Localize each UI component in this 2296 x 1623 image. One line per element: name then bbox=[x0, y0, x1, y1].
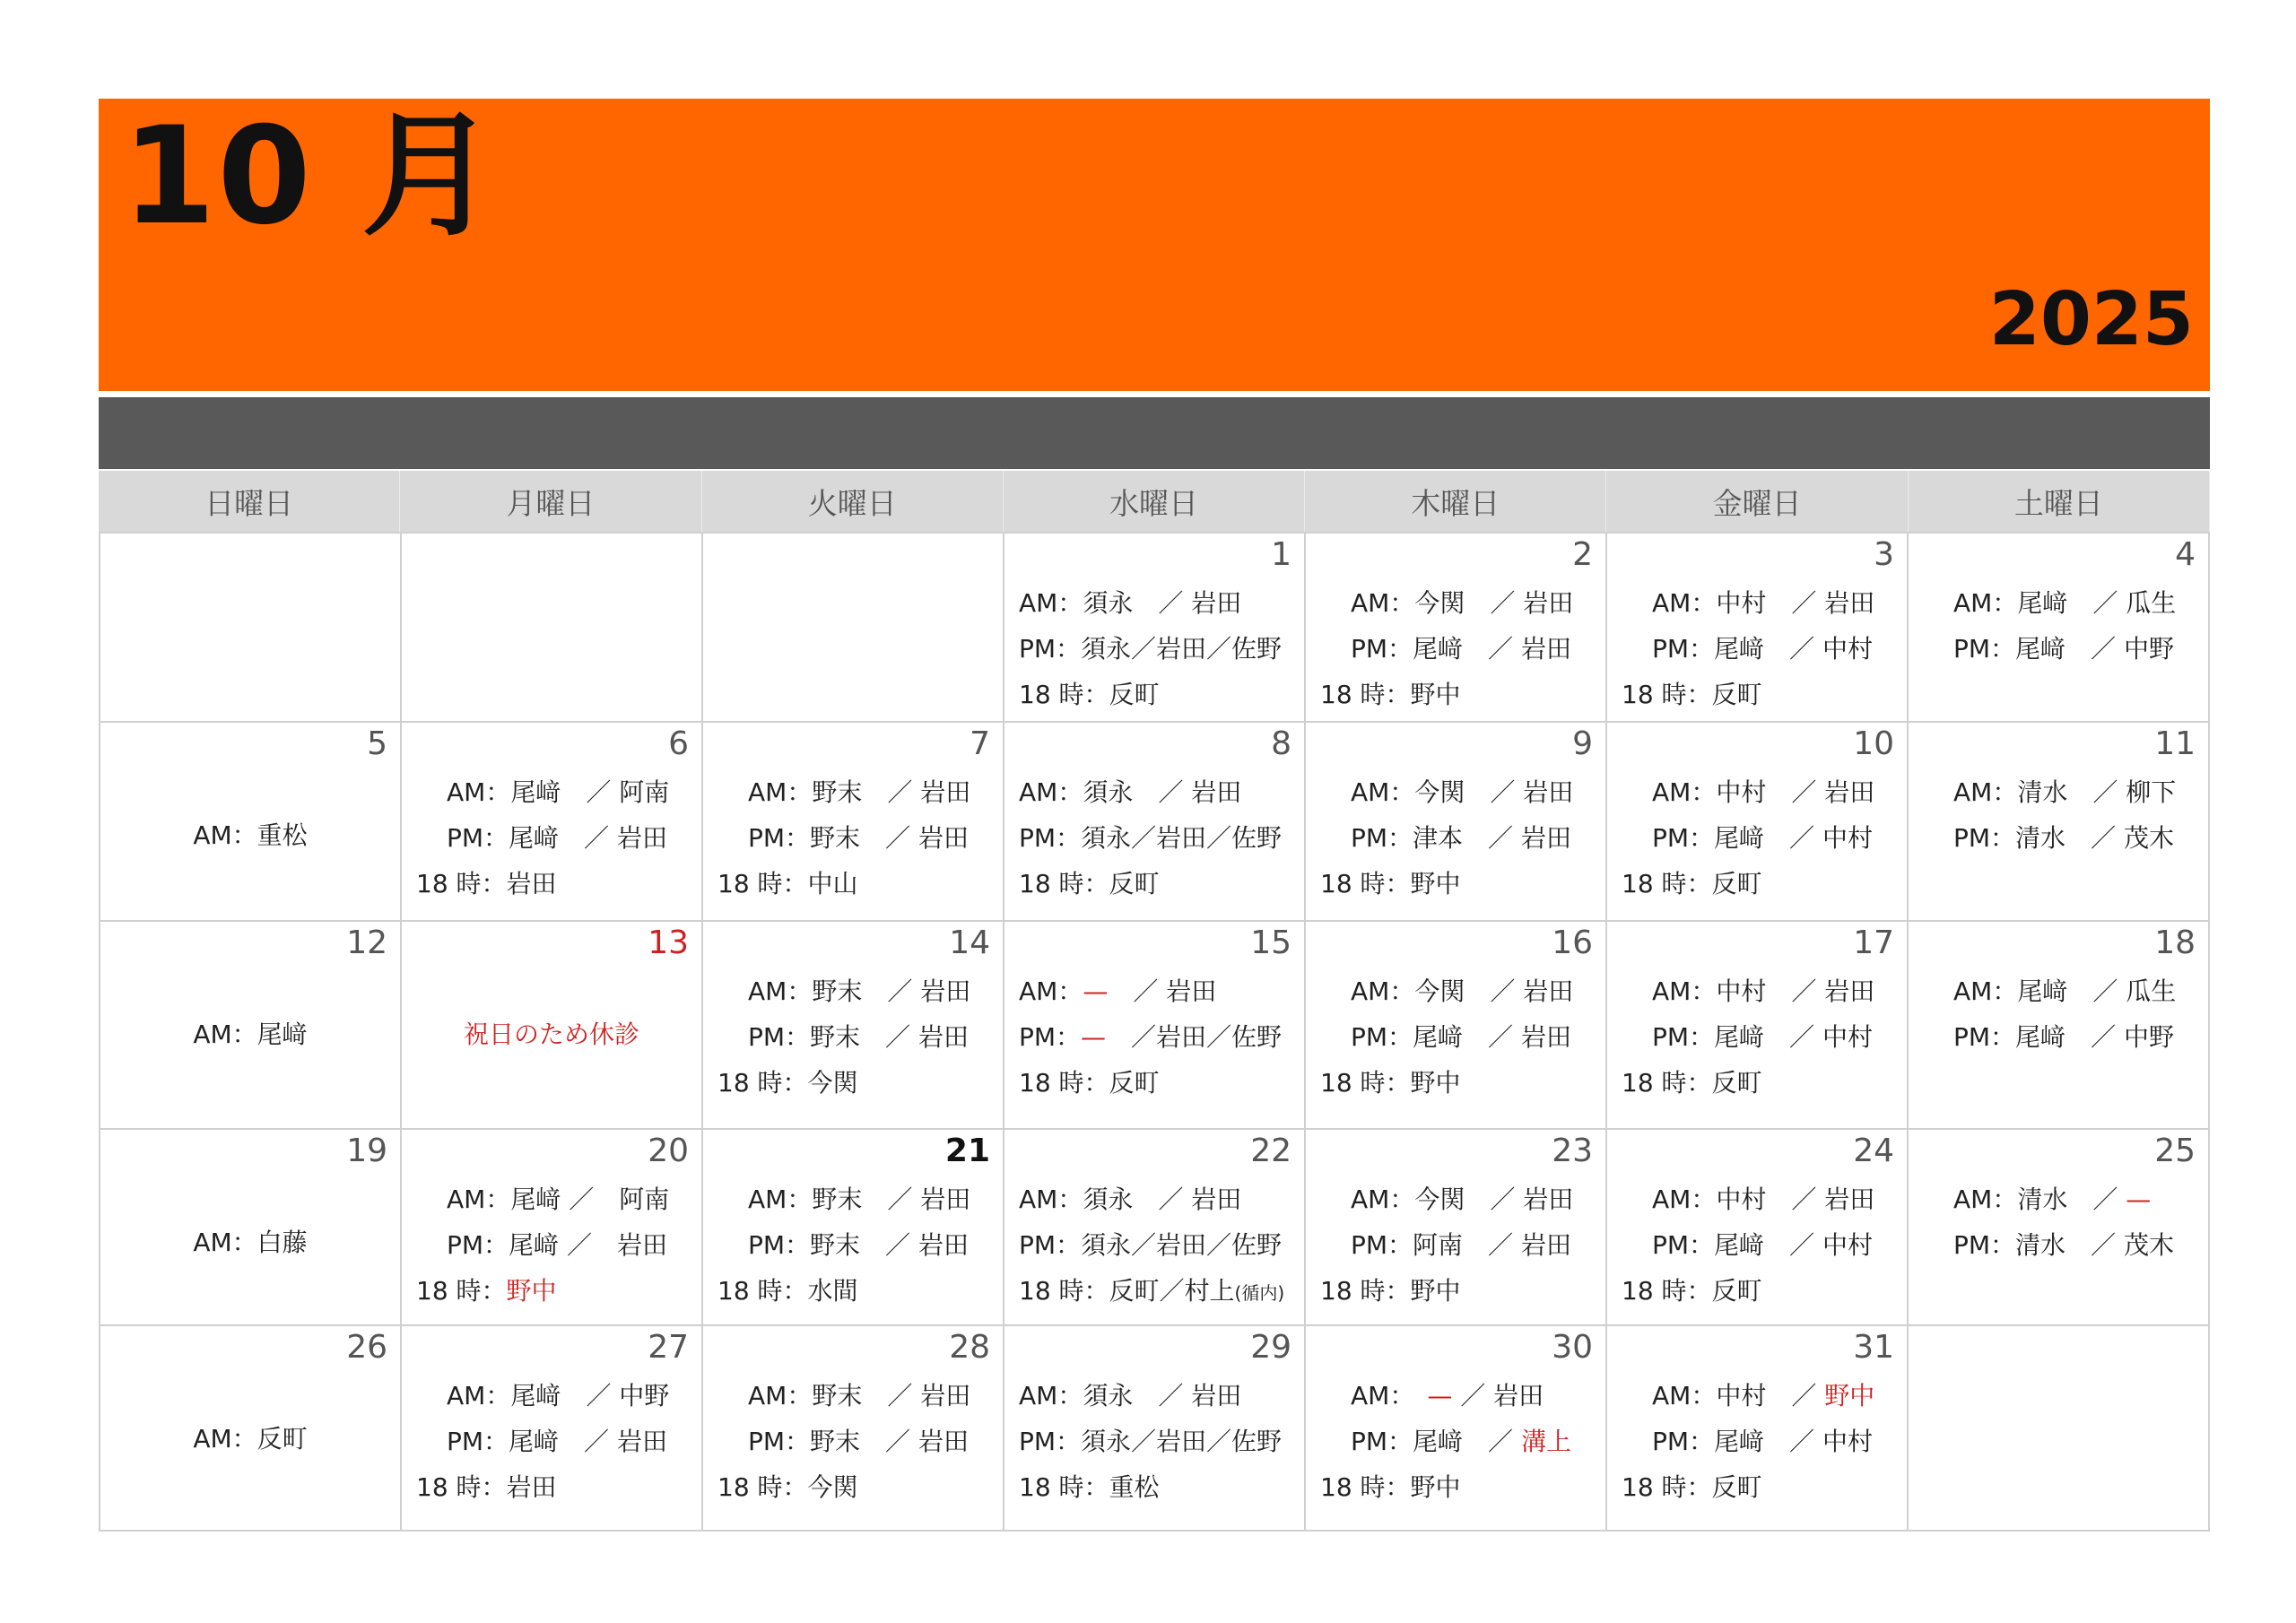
am-shift: AM：中村 ／ 岩田 bbox=[1652, 1185, 1875, 1214]
pm-shift: PM：尾﨑 ／ 中野 bbox=[1953, 1022, 2174, 1052]
day-cell-27 bbox=[402, 1326, 703, 1532]
day-number: 20 bbox=[648, 1133, 689, 1169]
day-number: 17 bbox=[1853, 924, 1894, 961]
evening-shift: 18 時：反町 bbox=[1622, 869, 1762, 898]
day-cell-1 bbox=[1004, 534, 1306, 723]
am-shift: AM：尾﨑 ／ 瓜生 bbox=[1953, 588, 2177, 618]
weekday-thu: 木曜日 bbox=[1305, 471, 1606, 532]
pm-shift: PM：津本 ／ 岩田 bbox=[1351, 823, 1571, 853]
day-cell-28 bbox=[703, 1326, 1004, 1532]
am-shift: AM：須永 ／ 岩田 bbox=[1019, 1381, 1242, 1410]
day-number: 12 bbox=[346, 924, 387, 961]
pm-shift: PM：須永／岩田／佐野 bbox=[1019, 1230, 1283, 1260]
am-shift: AM：今関 ／ 岩田 bbox=[1351, 976, 1574, 1006]
day-number: 27 bbox=[648, 1329, 689, 1366]
am-shift: AM：今関 ／ 岩田 bbox=[1351, 1185, 1574, 1214]
am-shift: AM：須永 ／ 岩田 bbox=[1019, 1185, 1242, 1214]
evening-shift: 18 時：反町／村上(循内) bbox=[1019, 1276, 1285, 1306]
day-cell-23 bbox=[1306, 1130, 1607, 1326]
day-number: 3 bbox=[1874, 536, 1894, 573]
month-title: 10 月 bbox=[122, 99, 498, 255]
am-shift: AM：野末 ／ 岩田 bbox=[748, 777, 971, 807]
evening-shift: 18 時：反町 bbox=[1622, 1472, 1762, 1502]
pm-shift: PM：須永／岩田／佐野 bbox=[1019, 634, 1283, 664]
am-shift: AM：尾﨑 bbox=[193, 1020, 308, 1049]
day-cell-15 bbox=[1004, 922, 1306, 1130]
day-number: 10 bbox=[1853, 725, 1894, 762]
evening-shift: 18 時：反町 bbox=[1622, 1068, 1762, 1098]
day-cell-13 bbox=[402, 922, 703, 1130]
day-number: 26 bbox=[346, 1329, 387, 1366]
day-number: 24 bbox=[1853, 1133, 1894, 1169]
weekday-fri: 金曜日 bbox=[1606, 471, 1908, 532]
day-cell-30 bbox=[1306, 1326, 1607, 1532]
day-cell-19 bbox=[100, 1130, 402, 1326]
weekday-tue: 火曜日 bbox=[702, 471, 1004, 532]
weekday-mon: 月曜日 bbox=[400, 471, 701, 532]
day-cell-empty bbox=[703, 534, 1004, 723]
weekday-wed: 水曜日 bbox=[1004, 471, 1305, 532]
pm-shift: PM：清水 ／ 茂木 bbox=[1953, 1230, 2174, 1260]
day-cell-7 bbox=[703, 723, 1004, 922]
day-cell-11 bbox=[1909, 723, 2210, 922]
day-number: 22 bbox=[1250, 1133, 1292, 1169]
day-number: 30 bbox=[1552, 1329, 1593, 1366]
pm-shift: PM：野末 ／ 岩田 bbox=[748, 1230, 969, 1260]
day-number: 1 bbox=[1271, 536, 1292, 573]
am-shift: AM：清水 ／ — bbox=[1953, 1185, 2152, 1214]
am-shift: AM：白藤 bbox=[193, 1228, 308, 1257]
pm-shift: PM：— ／岩田／佐野 bbox=[1019, 1022, 1283, 1052]
pm-shift: PM：尾﨑 ／ 中村 bbox=[1652, 1022, 1873, 1052]
day-cell-25 bbox=[1909, 1130, 2210, 1326]
evening-shift: 18 時：岩田 bbox=[416, 1472, 557, 1502]
pm-shift: PM：尾﨑 ／ 岩田 bbox=[447, 1230, 667, 1260]
am-shift: AM：中村 ／ 岩田 bbox=[1652, 777, 1875, 807]
day-cell-26 bbox=[100, 1326, 402, 1532]
evening-shift: 18 時：水間 bbox=[718, 1276, 858, 1306]
am-shift: AM：中村 ／ 岩田 bbox=[1652, 976, 1875, 1006]
day-number: 4 bbox=[2175, 536, 2196, 573]
day-cell-6 bbox=[402, 723, 703, 922]
day-cell-12 bbox=[100, 922, 402, 1130]
day-cell-21 bbox=[703, 1130, 1004, 1326]
evening-shift: 18 時：重松 bbox=[1019, 1472, 1160, 1502]
day-cell-18 bbox=[1909, 922, 2210, 1130]
pm-shift: PM：須永／岩田／佐野 bbox=[1019, 823, 1283, 853]
weekday-sat: 土曜日 bbox=[1909, 471, 2210, 532]
am-shift: AM：中村 ／ 野中 bbox=[1652, 1381, 1875, 1410]
day-number: 31 bbox=[1853, 1329, 1894, 1366]
year-label: 2025 bbox=[1988, 277, 2194, 362]
pm-shift: PM：尾﨑 ／ 岩田 bbox=[447, 1427, 667, 1456]
pm-shift: PM：尾﨑 ／ 岩田 bbox=[447, 823, 667, 853]
day-cell-8 bbox=[1004, 723, 1306, 922]
pm-shift: PM：尾﨑 ／ 中村 bbox=[1652, 1230, 1873, 1260]
day-cell-24 bbox=[1607, 1130, 1909, 1326]
header-divider-bar bbox=[99, 397, 2210, 469]
day-number: 7 bbox=[970, 725, 990, 762]
evening-shift: 18 時：野中 bbox=[1320, 869, 1461, 898]
day-number-holiday: 13 bbox=[648, 924, 689, 961]
evening-shift: 18 時：野中 bbox=[1320, 680, 1461, 709]
am-shift: AM：尾﨑 ／ 中野 bbox=[447, 1381, 670, 1410]
pm-shift: PM：尾﨑 ／ 溝上 bbox=[1351, 1427, 1571, 1456]
am-shift: AM：今関 ／ 岩田 bbox=[1351, 777, 1574, 807]
pm-shift: PM：尾﨑 ／ 中村 bbox=[1652, 1427, 1873, 1456]
day-cell-5 bbox=[100, 723, 402, 922]
evening-shift: 18 時：今関 bbox=[718, 1068, 858, 1098]
evening-shift: 18 時：反町 bbox=[1622, 680, 1762, 709]
day-number-today: 21 bbox=[944, 1133, 990, 1169]
am-shift: AM：須永 ／ 岩田 bbox=[1019, 777, 1242, 807]
day-cell-10 bbox=[1607, 723, 1909, 922]
day-cell-31 bbox=[1607, 1326, 1909, 1532]
evening-shift: 18 時：反町 bbox=[1622, 1276, 1762, 1306]
am-shift: AM：尾﨑 ／ 瓜生 bbox=[1953, 976, 2177, 1006]
pm-shift: PM：尾﨑 ／ 岩田 bbox=[1351, 634, 1571, 664]
day-cell-3 bbox=[1607, 534, 1909, 723]
day-cell-17 bbox=[1607, 922, 1909, 1130]
evening-shift: 18 時：野中 bbox=[1320, 1068, 1461, 1098]
day-cell-empty bbox=[1909, 1326, 2210, 1532]
holiday-notice: 祝日のため休診 bbox=[463, 1020, 639, 1049]
day-cell-20 bbox=[402, 1130, 703, 1326]
am-shift: AM：尾﨑 ／ 阿南 bbox=[447, 777, 670, 807]
am-shift: AM：野末 ／ 岩田 bbox=[748, 1381, 971, 1410]
day-number: 28 bbox=[949, 1329, 990, 1366]
am-shift: AM：反町 bbox=[193, 1424, 308, 1454]
day-number: 15 bbox=[1250, 924, 1292, 961]
pm-shift: PM：須永／岩田／佐野 bbox=[1019, 1427, 1283, 1456]
pm-shift: PM：阿南 ／ 岩田 bbox=[1351, 1230, 1571, 1260]
day-number: 14 bbox=[949, 924, 990, 961]
day-number: 2 bbox=[1572, 536, 1593, 573]
calendar-header bbox=[99, 99, 2210, 391]
day-cell-4 bbox=[1909, 534, 2210, 723]
day-number: 6 bbox=[668, 725, 689, 762]
day-cell-14 bbox=[703, 922, 1004, 1130]
evening-shift: 18 時：反町 bbox=[1019, 869, 1160, 898]
evening-shift: 18 時：反町 bbox=[1019, 680, 1160, 709]
am-shift: AM：重松 bbox=[193, 820, 308, 850]
am-shift: AM：今関 ／ 岩田 bbox=[1351, 588, 1574, 618]
evening-shift: 18 時：岩田 bbox=[416, 869, 557, 898]
am-shift: AM：— ／ 岩田 bbox=[1019, 976, 1217, 1006]
day-cell-16 bbox=[1306, 922, 1607, 1130]
calendar-grid bbox=[99, 532, 2210, 1532]
day-number: 8 bbox=[1271, 725, 1292, 762]
day-number: 29 bbox=[1250, 1329, 1292, 1366]
day-cell-29 bbox=[1004, 1326, 1306, 1532]
day-cell-empty bbox=[402, 534, 703, 723]
day-number: 11 bbox=[2154, 725, 2196, 762]
day-number: 5 bbox=[367, 725, 387, 762]
evening-shift: 18 時：野中 bbox=[1320, 1472, 1461, 1502]
day-cell-empty bbox=[100, 534, 402, 723]
pm-shift: PM：尾﨑 ／ 岩田 bbox=[1351, 1022, 1571, 1052]
day-number: 9 bbox=[1572, 725, 1593, 762]
weekday-header-row bbox=[99, 471, 2210, 532]
evening-shift: 18 時：反町 bbox=[1019, 1068, 1160, 1098]
evening-shift: 18 時：中山 bbox=[718, 869, 858, 898]
pm-shift: PM：野末 ／ 岩田 bbox=[748, 1022, 969, 1052]
weekday-sun: 日曜日 bbox=[99, 471, 400, 532]
evening-shift: 18 時：野中 bbox=[416, 1276, 557, 1306]
day-number: 18 bbox=[2154, 924, 2196, 961]
am-shift: AM：尾﨑 ／ 阿南 bbox=[447, 1185, 670, 1214]
am-shift: AM： — ／ 岩田 bbox=[1351, 1381, 1544, 1410]
day-number: 25 bbox=[2154, 1133, 2196, 1169]
evening-shift: 18 時：野中 bbox=[1320, 1276, 1461, 1306]
am-shift: AM：野末 ／ 岩田 bbox=[748, 1185, 971, 1214]
pm-shift: PM：野末 ／ 岩田 bbox=[748, 823, 969, 853]
pm-shift: PM：尾﨑 ／ 中野 bbox=[1953, 634, 2174, 664]
am-shift: AM：須永 ／ 岩田 bbox=[1019, 588, 1242, 618]
am-shift: AM：野末 ／ 岩田 bbox=[748, 976, 971, 1006]
day-number: 19 bbox=[346, 1133, 387, 1169]
am-shift: AM：清水 ／ 柳下 bbox=[1953, 777, 2177, 807]
am-shift: AM：中村 ／ 岩田 bbox=[1652, 588, 1875, 618]
evening-shift: 18 時：今関 bbox=[718, 1472, 858, 1502]
day-cell-22 bbox=[1004, 1130, 1306, 1326]
pm-shift: PM：野末 ／ 岩田 bbox=[748, 1427, 969, 1456]
pm-shift: PM：尾﨑 ／ 中村 bbox=[1652, 823, 1873, 853]
pm-shift: PM：清水 ／ 茂木 bbox=[1953, 823, 2174, 853]
day-cell-9 bbox=[1306, 723, 1607, 922]
day-number: 23 bbox=[1552, 1133, 1593, 1169]
pm-shift: PM：尾﨑 ／ 中村 bbox=[1652, 634, 1873, 664]
day-number: 16 bbox=[1552, 924, 1593, 961]
day-cell-2 bbox=[1306, 534, 1607, 723]
